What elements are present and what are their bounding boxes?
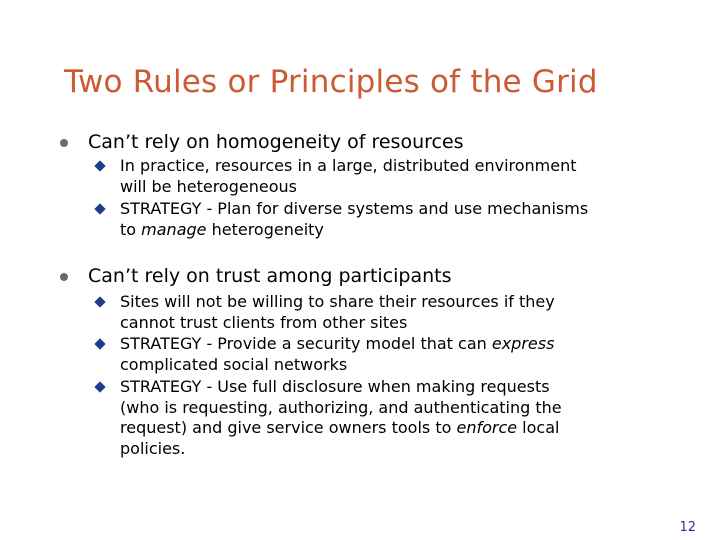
page-number: 12 bbox=[679, 520, 696, 535]
text-run: local bbox=[517, 418, 560, 437]
slide-title: Two Rules or Principles of the Grid bbox=[64, 64, 598, 100]
sub-bullet-line: policies. bbox=[120, 438, 186, 458]
diamond-bullet-icon bbox=[94, 160, 105, 171]
emphasis-text: manage bbox=[141, 219, 207, 239]
round-bullet-icon bbox=[60, 139, 68, 147]
sub-bullet-line: complicated social networks bbox=[120, 354, 348, 374]
sub-bullet-line: will be heterogeneous bbox=[120, 176, 297, 196]
emphasis-text: express bbox=[491, 334, 555, 353]
sub-bullet-line bbox=[120, 220, 660, 241]
sub-bullet-line: STRATEGY - Plan for diverse systems and use mechanisms bbox=[120, 199, 589, 218]
round-bullet-icon bbox=[60, 273, 68, 281]
text-run: request) and give service owners tools to bbox=[120, 418, 457, 437]
diamond-bullet-icon bbox=[94, 338, 105, 349]
text-run: STRATEGY - Provide a security model that can bbox=[120, 334, 492, 353]
diamond-bullet-icon bbox=[94, 296, 105, 307]
sub-bullet-line bbox=[120, 334, 660, 355]
emphasis-text: enforce bbox=[456, 418, 518, 437]
sub-bullet-line: In practice, resources in a large, distributed environment bbox=[120, 156, 577, 175]
sub-bullet-line: (who is requesting, authorizing, and authenticating the bbox=[120, 397, 562, 417]
sub-bullet-line: STRATEGY - Use full disclosure when making requests bbox=[120, 377, 550, 396]
bullet-heading: Can’t rely on trust among participants bbox=[88, 265, 452, 287]
diamond-bullet-icon bbox=[94, 203, 105, 214]
sub-bullet-line: cannot trust clients from other sites bbox=[120, 312, 408, 332]
text-run: heterogeneity bbox=[206, 219, 324, 239]
sub-bullet-line: Sites will not be willing to share their resources if they bbox=[120, 292, 555, 311]
bullet-heading: Can’t rely on homogeneity of resources bbox=[88, 131, 464, 153]
text-run: to bbox=[120, 219, 142, 239]
sub-bullet-line bbox=[120, 418, 660, 439]
diamond-bullet-icon bbox=[94, 381, 105, 392]
